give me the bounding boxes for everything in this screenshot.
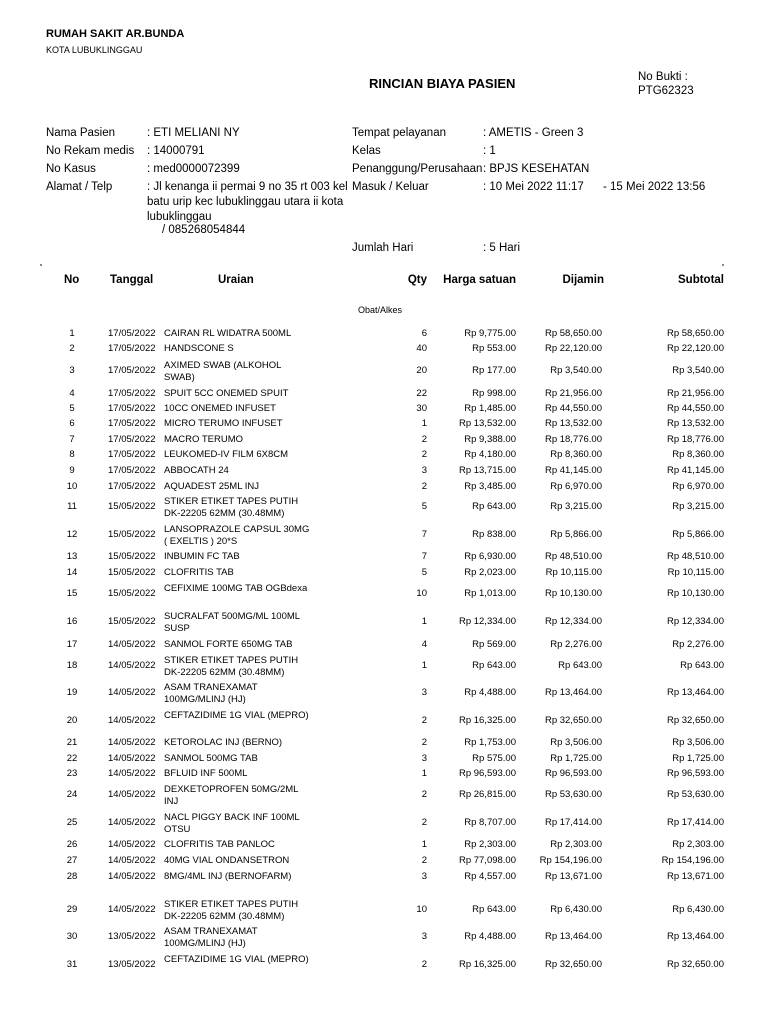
row-guaranteed: Rp 154,196.00 [539, 855, 602, 866]
row-unit-price: Rp 4,488.00 [464, 687, 516, 698]
row-date: 15/05/2022 [108, 551, 156, 562]
row-guaranteed: Rp 96,593.00 [544, 768, 602, 779]
row-qty: 2 [421, 434, 427, 445]
row-description: DEXKETOPROFEN 50MG/2ML INJ [164, 784, 299, 807]
row-description: MACRO TERUMO [164, 434, 243, 445]
row-description: CEFIXIME 100MG TAB OGBdexa [164, 583, 308, 594]
row-subtotal: Rp 3,540.00 [672, 365, 724, 376]
row-unit-price: Rp 26,815.00 [458, 789, 516, 800]
row-unit-price: Rp 4,180.00 [464, 449, 516, 460]
row-qty: 1 [421, 768, 427, 779]
row-date: 14/05/2022 [108, 737, 156, 748]
row-qty: 7 [421, 529, 427, 540]
row-unit-price: Rp 569.00 [472, 639, 516, 650]
row-date: 15/05/2022 [108, 588, 156, 599]
row-guaranteed: Rp 8,360.00 [550, 449, 602, 460]
row-description: SPUIT 5CC ONEMED SPUIT [164, 388, 289, 399]
row-subtotal: Rp 154,196.00 [661, 855, 724, 866]
row-number: 11 [67, 501, 77, 512]
row-number: 24 [66, 789, 78, 800]
row-unit-price: Rp 838.00 [472, 529, 516, 540]
row-guaranteed: Rp 18,776.00 [544, 434, 602, 445]
row-guaranteed: Rp 13,464.00 [544, 687, 602, 698]
row-guaranteed: Rp 44,550.00 [544, 403, 602, 414]
class-label: Kelas [352, 145, 381, 157]
row-qty: 2 [421, 789, 427, 800]
col-header-description: Uraian [218, 274, 254, 286]
row-date: 17/05/2022 [108, 465, 156, 476]
row-date: 17/05/2022 [108, 328, 156, 339]
row-number: 25 [66, 817, 78, 828]
row-qty: 10 [416, 904, 427, 915]
row-subtotal: Rp 96,593.00 [666, 768, 724, 779]
address-label: Alamat / Telp [46, 181, 113, 193]
row-qty: 3 [421, 871, 427, 882]
row-unit-price: Rp 553.00 [472, 343, 516, 354]
row-subtotal: Rp 6,970.00 [672, 481, 724, 492]
row-subtotal: Rp 41,145.00 [666, 465, 724, 476]
group-label: Obat/Alkes [358, 305, 403, 315]
row-unit-price: Rp 177.00 [472, 365, 516, 376]
row-unit-price: Rp 998.00 [472, 388, 516, 399]
row-qty: 2 [421, 449, 427, 460]
row-guaranteed: Rp 41,145.00 [544, 465, 602, 476]
guarantor-label: Penanggung/Perusahaan [352, 163, 483, 175]
row-qty: 22 [416, 388, 427, 399]
row-guaranteed: Rp 48,510.00 [544, 551, 602, 562]
row-guaranteed: Rp 13,464.00 [544, 931, 602, 942]
row-qty: 20 [416, 365, 427, 376]
row-qty: 2 [421, 959, 427, 970]
row-number: 19 [66, 687, 78, 698]
row-number: 7 [69, 434, 75, 445]
row-description: CLOFRITIS TAB [164, 567, 234, 578]
row-number: 16 [66, 616, 78, 627]
hospital-city: KOTA LUBUKLINGGAU [46, 45, 143, 55]
row-subtotal: Rp 8,360.00 [672, 449, 724, 460]
row-description: KETOROLAC INJ (BERNO) [164, 737, 283, 748]
row-guaranteed: Rp 12,334.00 [544, 616, 602, 627]
row-unit-price: Rp 16,325.00 [458, 715, 516, 726]
row-number: 30 [66, 931, 78, 942]
row-description: STIKER ETIKET TAPES PUTIH DK-22205 62MM (30.48MM) [164, 655, 299, 678]
row-date: 15/05/2022 [108, 567, 156, 578]
row-qty: 3 [421, 931, 427, 942]
row-unit-price: Rp 8,707.00 [464, 817, 516, 828]
row-unit-price: Rp 3,485.00 [464, 481, 516, 492]
row-number: 13 [66, 551, 78, 562]
row-qty: 10 [416, 588, 427, 599]
row-qty: 7 [421, 551, 427, 562]
in-out-label: Masuk / Keluar [352, 181, 429, 193]
row-description: LANSOPRAZOLE CAPSUL 30MG ( EXELTIS ) 20*S [164, 524, 310, 547]
row-qty: 40 [416, 343, 427, 354]
row-date: 15/05/2022 [108, 501, 156, 512]
row-unit-price: Rp 2,303.00 [464, 839, 516, 850]
row-description: SANMOL FORTE 650MG TAB [164, 639, 293, 650]
patient-name-value: : ETI MELIANI NY [147, 127, 240, 139]
col-header-qty: Qty [407, 274, 427, 286]
row-subtotal: Rp 13,464.00 [666, 931, 724, 942]
row-date: 14/05/2022 [108, 817, 156, 828]
row-subtotal: Rp 53,630.00 [666, 789, 724, 800]
row-number: 26 [66, 839, 78, 850]
row-description: AQUADEST 25ML INJ [164, 481, 260, 492]
row-number: 9 [69, 465, 75, 476]
row-date: 14/05/2022 [108, 904, 156, 915]
row-guaranteed: Rp 5,866.00 [550, 529, 602, 540]
admission-date: : 10 Mei 2022 11:17 [483, 181, 584, 193]
col-header-no: No [64, 274, 80, 286]
days-value: : 5 Hari [483, 242, 521, 254]
row-date: 15/05/2022 [108, 616, 156, 627]
row-unit-price: Rp 643.00 [472, 904, 516, 915]
col-header-guaranteed: Dijamin [562, 274, 604, 286]
row-description: HANDSCONE S [164, 343, 234, 354]
row-unit-price: Rp 13,715.00 [458, 465, 516, 476]
row-date: 14/05/2022 [108, 753, 156, 764]
row-number: 22 [66, 753, 78, 764]
row-guaranteed: Rp 2,276.00 [550, 639, 602, 650]
row-number: 15 [66, 588, 78, 599]
case-number-label: No Kasus [46, 163, 96, 175]
row-date: 17/05/2022 [108, 449, 156, 460]
row-subtotal: Rp 32,650.00 [666, 959, 724, 970]
row-unit-price: Rp 96,593.00 [458, 768, 516, 779]
row-unit-price: Rp 643.00 [472, 501, 516, 512]
row-subtotal: Rp 10,115.00 [667, 567, 724, 578]
row-description: MICRO TERUMO INFUSET [164, 418, 283, 429]
row-subtotal: Rp 5,866.00 [672, 529, 724, 540]
row-number: 12 [66, 529, 78, 540]
guarantor-value: : BPJS KESEHATAN [483, 163, 590, 175]
row-description: STIKER ETIKET TAPES PUTIH DK-22205 62MM (30.48MM) [164, 899, 299, 922]
row-number: 20 [66, 715, 78, 726]
row-subtotal: Rp 44,550.00 [666, 403, 724, 414]
row-number: 5 [69, 403, 75, 414]
row-number: 1 [69, 328, 75, 339]
row-number: 6 [69, 418, 75, 429]
medical-record-label: No Rekam medis [46, 145, 135, 157]
row-subtotal: Rp 13,464.00 [666, 687, 724, 698]
row-guaranteed: Rp 643.00 [558, 660, 602, 671]
row-guaranteed: Rp 17,414.00 [544, 817, 602, 828]
row-unit-price: Rp 12,334.00 [458, 616, 516, 627]
row-date: 14/05/2022 [108, 768, 156, 779]
row-unit-price: Rp 575.00 [472, 753, 516, 764]
class-value: : 1 [483, 145, 496, 157]
row-unit-price: Rp 1,485.00 [464, 403, 516, 414]
row-description: SUCRALFAT 500MG/ML 100ML SUSP [164, 611, 300, 634]
row-subtotal: Rp 22,120.00 [666, 343, 724, 354]
row-date: 15/05/2022 [108, 529, 156, 540]
receipt-number-value: PTG62323 [638, 85, 694, 97]
row-subtotal: Rp 10,130.00 [666, 588, 724, 599]
row-date: 17/05/2022 [108, 418, 156, 429]
row-description: ASAM TRANEXAMAT 100MG/MLINJ (HJ) [164, 682, 258, 705]
row-unit-price: Rp 6,930.00 [464, 551, 516, 562]
row-qty: 30 [416, 403, 427, 414]
row-subtotal: Rp 2,303.00 [672, 839, 724, 850]
row-description: BFLUID INF 500ML [164, 768, 248, 779]
row-qty: 5 [421, 567, 427, 578]
row-description: INBUMIN FC TAB [164, 551, 240, 562]
row-number: 10 [66, 481, 78, 492]
row-number: 29 [66, 904, 78, 915]
row-date: 17/05/2022 [108, 365, 156, 376]
row-number: 23 [66, 768, 78, 779]
row-guaranteed: Rp 2,303.00 [550, 839, 602, 850]
row-qty: 6 [421, 328, 427, 339]
row-qty: 2 [421, 481, 427, 492]
row-description: AXIMED SWAB (ALKOHOL SWAB) [164, 360, 282, 383]
row-unit-price: Rp 4,488.00 [464, 931, 516, 942]
col-header-date: Tanggal [110, 274, 154, 286]
row-date: 13/05/2022 [108, 959, 156, 970]
row-guaranteed: Rp 3,215.00 [550, 501, 602, 512]
row-guaranteed: Rp 10,115.00 [545, 567, 602, 578]
row-date: 17/05/2022 [108, 481, 156, 492]
row-date: 14/05/2022 [108, 839, 156, 850]
row-subtotal: Rp 643.00 [680, 660, 724, 671]
row-unit-price: Rp 77,098.00 [458, 855, 516, 866]
row-subtotal: Rp 58,650.00 [666, 328, 724, 339]
row-subtotal: Rp 17,414.00 [666, 817, 724, 828]
row-number: 4 [69, 388, 75, 399]
row-guaranteed: Rp 53,630.00 [544, 789, 602, 800]
row-subtotal: Rp 13,671.00 [666, 871, 724, 882]
row-subtotal: Rp 48,510.00 [666, 551, 724, 562]
row-qty: 5 [421, 501, 427, 512]
row-subtotal: Rp 3,506.00 [672, 737, 724, 748]
patient-name-label: Nama Pasien [46, 127, 116, 139]
row-qty: 2 [421, 817, 427, 828]
row-subtotal: Rp 18,776.00 [666, 434, 724, 445]
row-description: ABBOCATH 24 [164, 465, 229, 476]
row-guaranteed: Rp 58,650.00 [544, 328, 602, 339]
row-guaranteed: Rp 13,532.00 [544, 418, 602, 429]
row-date: 14/05/2022 [108, 789, 156, 800]
row-qty: 2 [421, 715, 427, 726]
row-date: 14/05/2022 [108, 715, 156, 726]
row-number: 31 [66, 959, 78, 970]
service-place-value: : AMETIS - Green 3 [483, 127, 584, 139]
address-value: : Jl kenanga ii permai 9 no 35 rt 003 kel batu urip kec lubuklinggau utara ii kota lubuklinggau [147, 181, 348, 223]
row-number: 18 [66, 660, 78, 671]
row-qty: 3 [421, 465, 427, 476]
row-guaranteed: Rp 1,725.00 [550, 753, 602, 764]
row-qty: 3 [421, 687, 427, 698]
col-header-unit-price: Harga satuan [443, 274, 516, 286]
row-date: 17/05/2022 [108, 343, 156, 354]
row-qty: 4 [421, 639, 427, 650]
row-number: 27 [66, 855, 78, 866]
row-description: ASAM TRANEXAMAT 100MG/MLINJ (HJ) [164, 926, 258, 949]
row-description: 8MG/4ML INJ (BERNOFARM) [164, 871, 292, 882]
row-number: 17 [66, 639, 78, 650]
row-date: 14/05/2022 [108, 855, 156, 866]
row-guaranteed: Rp 32,650.00 [544, 959, 602, 970]
row-subtotal: Rp 2,276.00 [672, 639, 724, 650]
row-subtotal: Rp 1,725.00 [672, 753, 724, 764]
row-date: 17/05/2022 [108, 403, 156, 414]
row-date: 17/05/2022 [108, 388, 156, 399]
row-unit-price: Rp 1,753.00 [464, 737, 516, 748]
row-qty: 1 [421, 839, 427, 850]
row-guaranteed: Rp 6,970.00 [550, 481, 602, 492]
discharge-date: - 15 Mei 2022 13:56 [603, 181, 706, 193]
row-guaranteed: Rp 3,540.00 [550, 365, 602, 376]
row-subtotal: Rp 12,334.00 [666, 616, 724, 627]
row-number: 2 [69, 343, 75, 354]
row-subtotal: Rp 3,215.00 [672, 501, 724, 512]
row-description: 40MG VIAL ONDANSETRON [164, 855, 290, 866]
row-date: 14/05/2022 [108, 639, 156, 650]
row-guaranteed: Rp 13,671.00 [544, 871, 602, 882]
row-unit-price: Rp 4,557.00 [464, 871, 516, 882]
row-qty: 1 [421, 616, 427, 627]
medical-record-value: : 14000791 [147, 145, 205, 157]
row-guaranteed: Rp 10,130.00 [544, 588, 602, 599]
row-date: 14/05/2022 [108, 660, 156, 671]
receipt-number-label: No Bukti : [638, 71, 688, 83]
row-number: 28 [66, 871, 78, 882]
row-qty: 1 [421, 418, 427, 429]
row-guaranteed: Rp 32,650.00 [544, 715, 602, 726]
row-description: NACL PIGGY BACK INF 100ML OTSU [164, 812, 300, 835]
row-date: 14/05/2022 [108, 871, 156, 882]
row-guaranteed: Rp 6,430.00 [550, 904, 602, 915]
row-subtotal: Rp 32,650.00 [666, 715, 724, 726]
row-description: CAIRAN RL WIDATRA 500ML [164, 328, 292, 339]
row-description: STIKER ETIKET TAPES PUTIH DK-22205 62MM (30.48MM) [164, 496, 299, 519]
row-description: LEUKOMED-IV FILM 6X8CM [164, 449, 289, 460]
row-description: CLOFRITIS TAB PANLOC [164, 839, 275, 850]
case-number-value: : med0000072399 [147, 163, 240, 175]
row-guaranteed: Rp 3,506.00 [550, 737, 602, 748]
row-qty: 1 [421, 660, 427, 671]
row-unit-price: Rp 2,023.00 [464, 567, 516, 578]
row-number: 14 [66, 567, 78, 578]
row-guaranteed: Rp 22,120.00 [544, 343, 602, 354]
row-date: 13/05/2022 [108, 931, 156, 942]
row-unit-price: Rp 16,325.00 [458, 959, 516, 970]
row-subtotal: Rp 6,430.00 [672, 904, 724, 915]
phone-value: / 085268054844 [162, 224, 246, 236]
row-number: 3 [69, 365, 75, 376]
hospital-name: RUMAH SAKIT AR.BUNDA [46, 28, 185, 40]
row-subtotal: Rp 21,956.00 [666, 388, 724, 399]
row-qty: 3 [421, 753, 427, 764]
row-unit-price: Rp 13,532.00 [458, 418, 516, 429]
row-subtotal: Rp 13,532.00 [666, 418, 724, 429]
row-unit-price: Rp 1,013.00 [464, 588, 516, 599]
row-guaranteed: Rp 21,956.00 [544, 388, 602, 399]
row-qty: 2 [421, 737, 427, 748]
col-header-subtotal: Subtotal [678, 274, 724, 286]
row-date: 14/05/2022 [108, 687, 156, 698]
days-label: Jumlah Hari [352, 242, 414, 254]
row-description: CEFTAZIDIME 1G VIAL (MEPRO) [164, 954, 309, 965]
row-unit-price: Rp 9,775.00 [464, 328, 516, 339]
row-number: 21 [66, 737, 78, 748]
row-unit-price: Rp 643.00 [472, 660, 516, 671]
row-description: CEFTAZIDIME 1G VIAL (MEPRO) [164, 710, 309, 721]
row-date: 17/05/2022 [108, 434, 156, 445]
row-number: 8 [69, 449, 75, 460]
document-title: RINCIAN BIAYA PASIEN [369, 76, 516, 91]
service-place-label: Tempat pelayanan [352, 127, 446, 139]
row-unit-price: Rp 9,388.00 [464, 434, 516, 445]
row-description: 10CC ONEMED INFUSET [164, 403, 276, 414]
row-description: SANMOL 500MG TAB [164, 753, 258, 764]
row-qty: 2 [421, 855, 427, 866]
